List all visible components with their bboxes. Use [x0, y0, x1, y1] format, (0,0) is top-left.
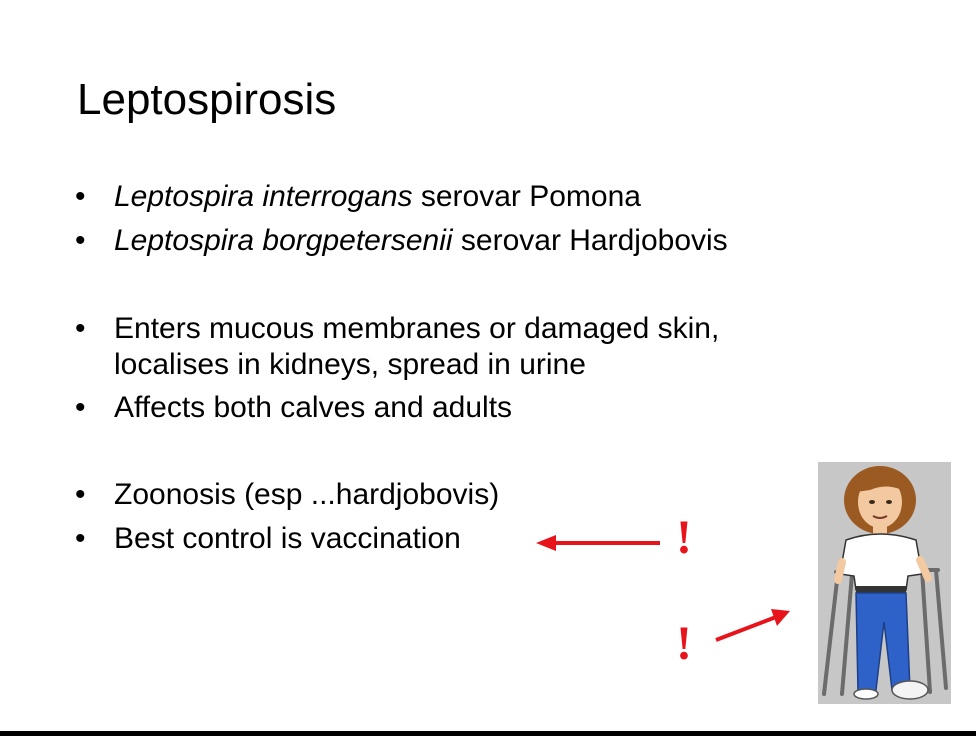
bullet-line-2: localises in kidneys, spread in urine: [114, 348, 586, 381]
exclamation-mark-1: !: [676, 511, 692, 564]
bullet-dot: •: [75, 478, 86, 511]
serovar-text: serovar Hardjobovis: [452, 224, 728, 257]
bullet-line-1: Enters mucous membranes or damaged skin,: [114, 312, 720, 345]
person-on-crutches-icon: [818, 462, 951, 704]
species-name: Leptospira interrogans: [114, 180, 413, 213]
arrow-up-right-icon: [716, 609, 790, 640]
bullet-text: Affects both calves and adults: [114, 391, 513, 424]
bullet-text: Zoonosis (esp ...hardjobovis): [114, 478, 500, 511]
species-name: Leptospira borgpetersenii: [114, 224, 453, 257]
exclamation-mark-2: !: [676, 617, 692, 670]
bullet-dot: •: [75, 180, 86, 213]
bullet-dot: •: [75, 522, 86, 555]
bottom-rule: [0, 731, 976, 736]
arrow-left-icon: [536, 535, 660, 551]
serovar-text: serovar Pomona: [412, 180, 641, 213]
bullet-dot: •: [75, 312, 86, 345]
slide-title: Leptospirosis: [77, 75, 337, 124]
bullet-dot: •: [75, 224, 86, 257]
bullet-dot: •: [75, 391, 86, 424]
bullet-text: Best control is vaccination: [114, 522, 461, 555]
